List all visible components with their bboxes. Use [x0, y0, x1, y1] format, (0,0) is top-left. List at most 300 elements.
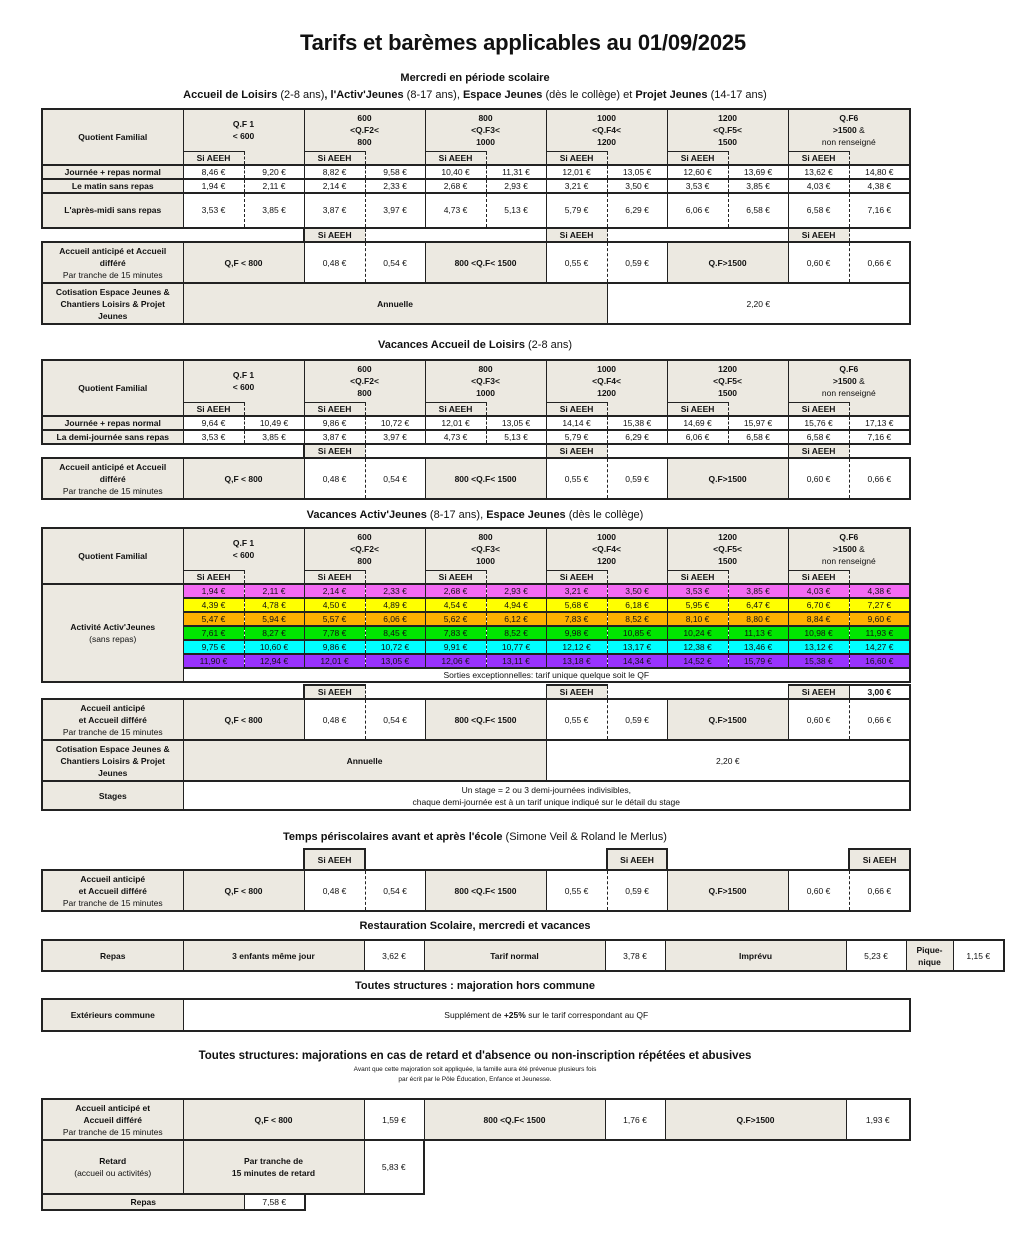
tier-price-cell: 10,77 €: [486, 640, 546, 654]
subtitle-part: (14-17 ans): [707, 89, 767, 101]
qf-line-1: 600: [357, 364, 372, 375]
restauration-item-price: 3,62 €: [364, 940, 424, 971]
qf-line-1: Q.F6: [839, 532, 859, 543]
qf-line-1: 1000: [597, 532, 617, 543]
qf-line-2: <Q.F2<: [350, 376, 379, 387]
subtitle-part: Projet Jeunes: [635, 89, 708, 101]
price-cell: 14,80 €: [849, 165, 910, 179]
price-cell: 13,62 €: [788, 165, 849, 179]
qf-range-label: 800 <Q.F< 1500: [425, 870, 546, 911]
empty-cell: [607, 685, 788, 699]
tier-price-cell: 10,98 €: [788, 626, 849, 640]
quotient-familial-header: Quotient Familial: [42, 528, 183, 584]
si-aeeh-label: Si AEEH: [667, 402, 728, 416]
stages-label: Stages: [42, 781, 183, 810]
price-cell: 0,55 €: [546, 870, 607, 911]
si-aeeh-label: Si AEEH: [183, 151, 244, 165]
tier-price-cell: 15,79 €: [728, 654, 788, 668]
pique-nique-price: 1,15 €: [953, 940, 1004, 971]
subtitle-part: (2-8 ans): [277, 89, 325, 101]
si-aeeh-label: Si AEEH: [425, 402, 486, 416]
qf-column-header: [304, 109, 425, 151]
empty-cell: [849, 228, 910, 242]
qf-column-header: [183, 360, 304, 402]
label-line: Accueil anticipé: [80, 702, 146, 713]
price-cell: 4,73 €: [425, 193, 486, 228]
price-cell: 3,85 €: [244, 430, 304, 444]
qf-line-2: < 600: [232, 131, 255, 142]
price-cell: 6,06 €: [667, 193, 728, 228]
majoration-note-line1: Avant que cette majoration soit appliquée, la famille aura été prévenue plusieurs fois: [353, 1066, 597, 1073]
empty-cell: [607, 570, 667, 584]
tier-price-cell: 7,83 €: [546, 612, 607, 626]
tier-price-cell: 2,33 €: [365, 584, 425, 598]
subtitle-part: , l'Activ'Jeunes: [324, 89, 404, 101]
price-cell: 14,14 €: [546, 416, 607, 430]
label-line: Par tranche de: [243, 1156, 304, 1166]
si-aeeh-label: Si AEEH: [183, 570, 244, 584]
section-title-majorations: Toutes structures: majorations en cas de retard et d'absence ou non-inscription répétées et abusives: [198, 1050, 752, 1062]
cotisation-price: 2,20 €: [546, 740, 910, 781]
qf-column-header: [304, 528, 425, 570]
price-cell: 1,94 €: [183, 179, 244, 193]
si-aeeh-label: Si AEEH: [304, 849, 365, 870]
section-title-restauration: Restauration Scolaire, mercredi et vacances: [359, 920, 591, 932]
price-cell: 8,82 €: [304, 165, 365, 179]
tier-price-cell: 5,94 €: [244, 612, 304, 626]
tier-price-cell: 15,38 €: [788, 654, 849, 668]
price-cell: 7,16 €: [849, 193, 910, 228]
empty-cell: [728, 151, 788, 165]
majoration-repas-price: 7,58 €: [244, 1195, 305, 1210]
tier-price-cell: 3,21 €: [546, 584, 607, 598]
empty-cell: [365, 444, 546, 458]
price-cell: 12,60 €: [667, 165, 728, 179]
label-line: Jeunes: [98, 310, 128, 321]
price-cell: 3,85 €: [728, 179, 788, 193]
price-cell: 0,59 €: [607, 242, 667, 283]
tier-price-cell: 7,78 €: [304, 626, 365, 640]
si-aeeh-label: Si AEEH: [667, 570, 728, 584]
tier-price-cell: 12,94 €: [244, 654, 304, 668]
qf-line-1: 1200: [718, 532, 738, 543]
price-cell: 0,55 €: [546, 458, 607, 499]
si-aeeh-label: Si AEEH: [304, 228, 365, 242]
qf-column-header: [667, 109, 788, 151]
label-line: Jeunes: [98, 767, 128, 778]
qf-line-3: 800: [357, 137, 372, 148]
label-line: Accueil anticipé et Accueil: [59, 245, 167, 256]
qf-line-2: <Q.F2<: [350, 544, 379, 555]
label-sub: Par tranche de 15 minutes: [62, 726, 163, 737]
empty-cell: [365, 151, 425, 165]
tier-price-cell: 10,60 €: [244, 640, 304, 654]
label-sub: (accueil ou activités): [74, 1168, 152, 1178]
empty-cell: [365, 402, 425, 416]
price-cell: 13,69 €: [728, 165, 788, 179]
price-cell: 3,53 €: [183, 430, 244, 444]
label-line: Accueil différé: [83, 1114, 143, 1125]
qf-line-3: 1000: [476, 556, 495, 567]
tier-price-cell: 13,11 €: [486, 654, 546, 668]
tier-price-cell: 4,38 €: [849, 584, 910, 598]
majoration-price: 1,76 €: [605, 1099, 665, 1140]
qf-line-1: 1200: [718, 113, 738, 124]
qf-amp: &: [856, 376, 865, 387]
majoration-note-line2: par écrit par le Pôle Éducation, Enfance et Jeunesse.: [398, 1076, 552, 1083]
tier-price-cell: 13,12 €: [788, 640, 849, 654]
qf-range-label: Q,F < 800: [183, 1099, 364, 1140]
section-title-periscolaire: [0, 831, 950, 843]
tier-price-cell: 4,50 €: [304, 598, 365, 612]
tier-price-cell: 9,75 €: [183, 640, 244, 654]
qf-column-header: [667, 360, 788, 402]
price-cell: 6,29 €: [607, 193, 667, 228]
price-cell: 3,50 €: [607, 179, 667, 193]
pique-nique-label: [906, 940, 953, 971]
si-aeeh-label: Si AEEH: [304, 151, 365, 165]
restauration-item-label: Tarif normal: [424, 940, 605, 971]
qf-amp: &: [856, 125, 865, 136]
qf-line-3: 800: [357, 388, 372, 399]
tier-price-cell: 6,47 €: [728, 598, 788, 612]
qf-range-label: 800 <Q.F< 1500: [424, 1099, 605, 1140]
empty-cell: [42, 685, 304, 699]
tier-price-cell: 5,95 €: [667, 598, 728, 612]
empty-cell: [728, 570, 788, 584]
price-cell: 6,06 €: [667, 430, 728, 444]
price-cell: 11,31 €: [486, 165, 546, 179]
qf-range-label: 800 <Q.F< 1500: [425, 242, 546, 283]
label-line: différé: [99, 257, 126, 268]
price-cell: 3,97 €: [365, 193, 425, 228]
price-cell: 0,55 €: [546, 699, 607, 740]
qf-line-2: < 600: [232, 550, 255, 561]
empty-cell: [849, 570, 910, 584]
cotisation-price: 2,20 €: [607, 283, 910, 324]
qf-line-1: 800: [478, 113, 493, 124]
empty-cell: [42, 849, 304, 870]
si-aeeh-label: Si AEEH: [304, 685, 365, 699]
qf-line-2: <Q.F3<: [471, 376, 500, 387]
price-cell: 12,01 €: [425, 416, 486, 430]
qf-line-2: [789, 375, 910, 387]
cotisation-label: [42, 283, 183, 324]
price-cell: 15,76 €: [788, 416, 849, 430]
qf-line-2: <Q.F4<: [592, 376, 621, 387]
price-cell: 0,66 €: [849, 242, 910, 283]
si-aeeh-label: Si AEEH: [183, 402, 244, 416]
qf-range-label: Q,F < 800: [183, 699, 304, 740]
table-vacances-loisirs-accueil: [41, 443, 911, 500]
price-cell: 3,53 €: [183, 193, 244, 228]
tier-price-cell: 4,39 €: [183, 598, 244, 612]
repas-label: Repas: [42, 940, 183, 971]
empty-cell: [365, 228, 546, 242]
qf-line-3: 1000: [476, 388, 495, 399]
si-aeeh-label: Si AEEH: [546, 685, 607, 699]
qf-column-header: [546, 360, 667, 402]
price-cell: 6,29 €: [607, 430, 667, 444]
stages-line: Un stage = 2 ou 3 demi-journées indivisibles,: [461, 784, 631, 795]
table-restauration: [41, 939, 1005, 972]
supplement-text: Supplément de: [444, 1010, 504, 1020]
annuelle-label: Annuelle: [183, 740, 546, 781]
price-cell: 0,54 €: [365, 458, 425, 499]
price-cell: 0,55 €: [546, 242, 607, 283]
tier-price-cell: 1,94 €: [183, 584, 244, 598]
price-cell: 0,66 €: [849, 699, 910, 740]
tier-price-cell: 9,98 €: [546, 626, 607, 640]
qf-line-2: <Q.F5<: [713, 376, 742, 387]
qf-line-1: 1000: [597, 113, 617, 124]
price-cell: 0,48 €: [304, 870, 365, 911]
restauration-item-label: 3 enfants même jour: [183, 940, 364, 971]
qf-range-label: Q.F>1500: [667, 458, 788, 499]
price-cell: 12,01 €: [546, 165, 607, 179]
qf-line-1: Q.F6: [839, 113, 859, 124]
price-cell: 9,58 €: [365, 165, 425, 179]
qf-line-1: 600: [357, 113, 372, 124]
si-aeeh-label: Si AEEH: [304, 444, 365, 458]
price-cell: 3,53 €: [667, 179, 728, 193]
tier-price-cell: 11,90 €: [183, 654, 244, 668]
section-title-vacances-loisirs: [0, 339, 950, 351]
qf-line-3: non renseigné: [821, 556, 876, 567]
price-cell: 0,54 €: [365, 242, 425, 283]
tier-price-cell: 5,57 €: [304, 612, 365, 626]
price-cell: 6,58 €: [788, 430, 849, 444]
section-title-rest: (2-8 ans): [524, 339, 573, 351]
cotisation-label: [42, 740, 183, 781]
tier-price-cell: 11,93 €: [849, 626, 910, 640]
tier-price-cell: 16,60 €: [849, 654, 910, 668]
section-title-bold: Vacances Accueil de Loisirs: [377, 339, 525, 351]
qf-line-2: <Q.F4<: [592, 544, 621, 555]
empty-cell: [607, 444, 788, 458]
title-part: (8-17 ans),: [426, 509, 487, 521]
price-cell: 0,59 €: [607, 870, 667, 911]
qf-line-2: <Q.F3<: [471, 544, 500, 555]
accueil-label: [42, 458, 183, 499]
subtitle-part: (dès le collège) et: [542, 89, 636, 101]
qf-column-header: [788, 528, 910, 570]
section-title-bold: Temps périscolaires avant et après l'école: [283, 831, 503, 843]
price-cell: 0,60 €: [788, 242, 849, 283]
empty-cell: [42, 228, 304, 242]
tier-price-cell: 8,10 €: [667, 612, 728, 626]
qf-column-header: [425, 109, 546, 151]
price-cell: 9,20 €: [244, 165, 304, 179]
price-cell: 2,93 €: [486, 179, 546, 193]
tier-price-cell: 5,47 €: [183, 612, 244, 626]
price-cell: 2,68 €: [425, 179, 486, 193]
table-mercredi: [41, 108, 911, 229]
qf-line-2: <Q.F4<: [592, 125, 621, 136]
label-line: Cotisation Espace Jeunes &: [55, 286, 170, 297]
price-cell: 10,49 €: [244, 416, 304, 430]
label-line: Accueil anticipé et Accueil: [59, 461, 167, 472]
qf-column-header: [546, 109, 667, 151]
si-aeeh-label: Si AEEH: [849, 849, 910, 870]
tier-price-cell: 8,80 €: [728, 612, 788, 626]
tier-price-cell: 4,94 €: [486, 598, 546, 612]
price-cell: 7,16 €: [849, 430, 910, 444]
qf-line-3: 1200: [597, 388, 617, 399]
empty-cell: [365, 570, 425, 584]
price-cell: 0,60 €: [788, 699, 849, 740]
price-cell: 3,87 €: [304, 430, 365, 444]
qf-column-header: [425, 360, 546, 402]
tier-price-cell: 11,13 €: [728, 626, 788, 640]
price-cell: 3,87 €: [304, 193, 365, 228]
table-majorations: [41, 1098, 911, 1195]
qf-column-header: [667, 528, 788, 570]
si-aeeh-label: Si AEEH: [425, 570, 486, 584]
empty-cell: [486, 151, 546, 165]
tier-price-cell: 4,03 €: [788, 584, 849, 598]
table-vacances-jeunes: [41, 527, 911, 683]
tier-price-cell: 3,50 €: [607, 584, 667, 598]
hors-commune-text: [183, 999, 910, 1031]
retard-desc: [183, 1140, 364, 1194]
label-line: Chantiers Loisirs & Projet: [60, 298, 165, 309]
tier-price-cell: 7,61 €: [183, 626, 244, 640]
tier-price-cell: 8,27 €: [244, 626, 304, 640]
tier-price-cell: 12,38 €: [667, 640, 728, 654]
si-aeeh-label: Si AEEH: [546, 402, 607, 416]
label-line: et Accueil différé: [78, 885, 147, 896]
qf-line-1: Q.F 1: [232, 119, 255, 130]
price-cell: 6,58 €: [728, 430, 788, 444]
qf-line-2: [789, 124, 910, 136]
price-cell: 5,79 €: [546, 430, 607, 444]
tier-price-cell: 9,86 €: [304, 640, 365, 654]
section-title-rest: (Simone Veil & Roland le Merlus): [502, 831, 667, 843]
tier-price-cell: 10,85 €: [607, 626, 667, 640]
stages-line: chaque demi-journée est à un tarif unique indiqué sur le détail du stage: [412, 796, 680, 807]
label-sub: Par tranche de 15 minutes: [62, 1126, 163, 1137]
price-cell: 9,86 €: [304, 416, 365, 430]
qf-line-1: 800: [478, 532, 493, 543]
price-cell: 0,60 €: [788, 458, 849, 499]
empty-cell: [667, 849, 849, 870]
empty-cell: [424, 1140, 910, 1194]
tier-price-cell: 14,27 €: [849, 640, 910, 654]
price-cell: 17,13 €: [849, 416, 910, 430]
label-line: 15 minutes de retard: [231, 1168, 316, 1178]
qf-amp: &: [856, 544, 865, 555]
price-cell: 5,79 €: [546, 193, 607, 228]
tier-price-cell: 3,53 €: [667, 584, 728, 598]
price-cell: 0,54 €: [365, 699, 425, 740]
si-aeeh-label: Si AEEH: [304, 570, 365, 584]
price-cell: 0,66 €: [849, 870, 910, 911]
tier-price-cell: 9,60 €: [849, 612, 910, 626]
si-aeeh-label: Si AEEH: [546, 228, 607, 242]
majoration-accueil-label: [42, 1099, 183, 1140]
empty-cell: [365, 849, 607, 870]
pique-label-line: Pique-: [916, 944, 943, 955]
empty-cell: [849, 151, 910, 165]
label-line: Chantiers Loisirs & Projet: [60, 755, 165, 766]
price-cell: 0,60 €: [788, 870, 849, 911]
tier-price-cell: 6,18 €: [607, 598, 667, 612]
supplement-text-rest: sur le tarif correspondant au QF: [525, 1010, 649, 1020]
table-vacances-jeunes-accueil: [41, 684, 911, 811]
row-label: L'après-midi sans repas: [42, 193, 183, 228]
tier-price-cell: 7,27 €: [849, 598, 910, 612]
tier-price-cell: 3,85 €: [728, 584, 788, 598]
empty-cell: [728, 402, 788, 416]
label-sub: Par tranche de 15 minutes: [62, 897, 163, 908]
label-line: Accueil anticipé et: [75, 1102, 151, 1113]
qf-line-2: <Q.F2<: [350, 125, 379, 136]
si-aeeh-label: Si AEEH: [667, 151, 728, 165]
row-label: Journée + repas normal: [42, 165, 183, 179]
qf-range-label: Q.F>1500: [667, 870, 788, 911]
supplement-percent: +25%: [503, 1010, 526, 1020]
tier-price-cell: 8,84 €: [788, 612, 849, 626]
empty-cell: [607, 228, 788, 242]
price-cell: 15,97 €: [728, 416, 788, 430]
qf-line-1: Q.F6: [839, 364, 859, 375]
qf-column-header: [183, 528, 304, 570]
qf-column-header: [304, 360, 425, 402]
restauration-item-label: Imprévu: [665, 940, 846, 971]
label-sub: Par tranche de 15 minutes: [62, 485, 163, 496]
table-majoration-repas: [41, 1194, 306, 1211]
qf-range-label: Q,F < 800: [183, 458, 304, 499]
qf-line-1: 600: [357, 532, 372, 543]
label-line: Cotisation Espace Jeunes &: [55, 743, 170, 754]
qf-line-2: <Q.F5<: [713, 125, 742, 136]
empty-cell: [849, 402, 910, 416]
tier-price-cell: 5,68 €: [546, 598, 607, 612]
price-cell: 5,13 €: [486, 193, 546, 228]
empty-cell: [244, 402, 304, 416]
activite-label: [42, 584, 183, 682]
accueil-label: [42, 699, 183, 740]
qf-column-header: [788, 360, 910, 402]
price-cell: 0,48 €: [304, 242, 365, 283]
qf-column-header: [546, 528, 667, 570]
tier-price-cell: 8,52 €: [607, 612, 667, 626]
section-title-hors-commune: Toutes structures : majoration hors commune: [354, 980, 595, 992]
label-line: différé: [99, 473, 126, 484]
tier-price-cell: 5,62 €: [425, 612, 486, 626]
qf-column-header: [183, 109, 304, 151]
price-cell: 6,58 €: [788, 193, 849, 228]
qf-line-2: [789, 543, 910, 555]
qf-line-2: < 600: [232, 382, 255, 393]
label-sub: Par tranche de 15 minutes: [62, 269, 163, 280]
price-cell: 10,40 €: [425, 165, 486, 179]
price-cell: 4,03 €: [788, 179, 849, 193]
si-aeeh-label: Si AEEH: [788, 151, 849, 165]
label-line: Activité Activ'Jeunes: [70, 621, 156, 632]
table-periscolaire: [41, 848, 911, 912]
label-line: et Accueil différé: [78, 714, 147, 725]
tier-price-cell: 6,12 €: [486, 612, 546, 626]
price-cell: 0,59 €: [607, 458, 667, 499]
sorties-price: 3,00 €: [849, 685, 910, 699]
qf-line-3: non renseigné: [821, 388, 876, 399]
qf-range-label: 800 <Q.F< 1500: [425, 699, 546, 740]
price-cell: 0,59 €: [607, 699, 667, 740]
retard-price: 5,83 €: [364, 1140, 424, 1194]
si-aeeh-label: Si AEEH: [788, 228, 849, 242]
